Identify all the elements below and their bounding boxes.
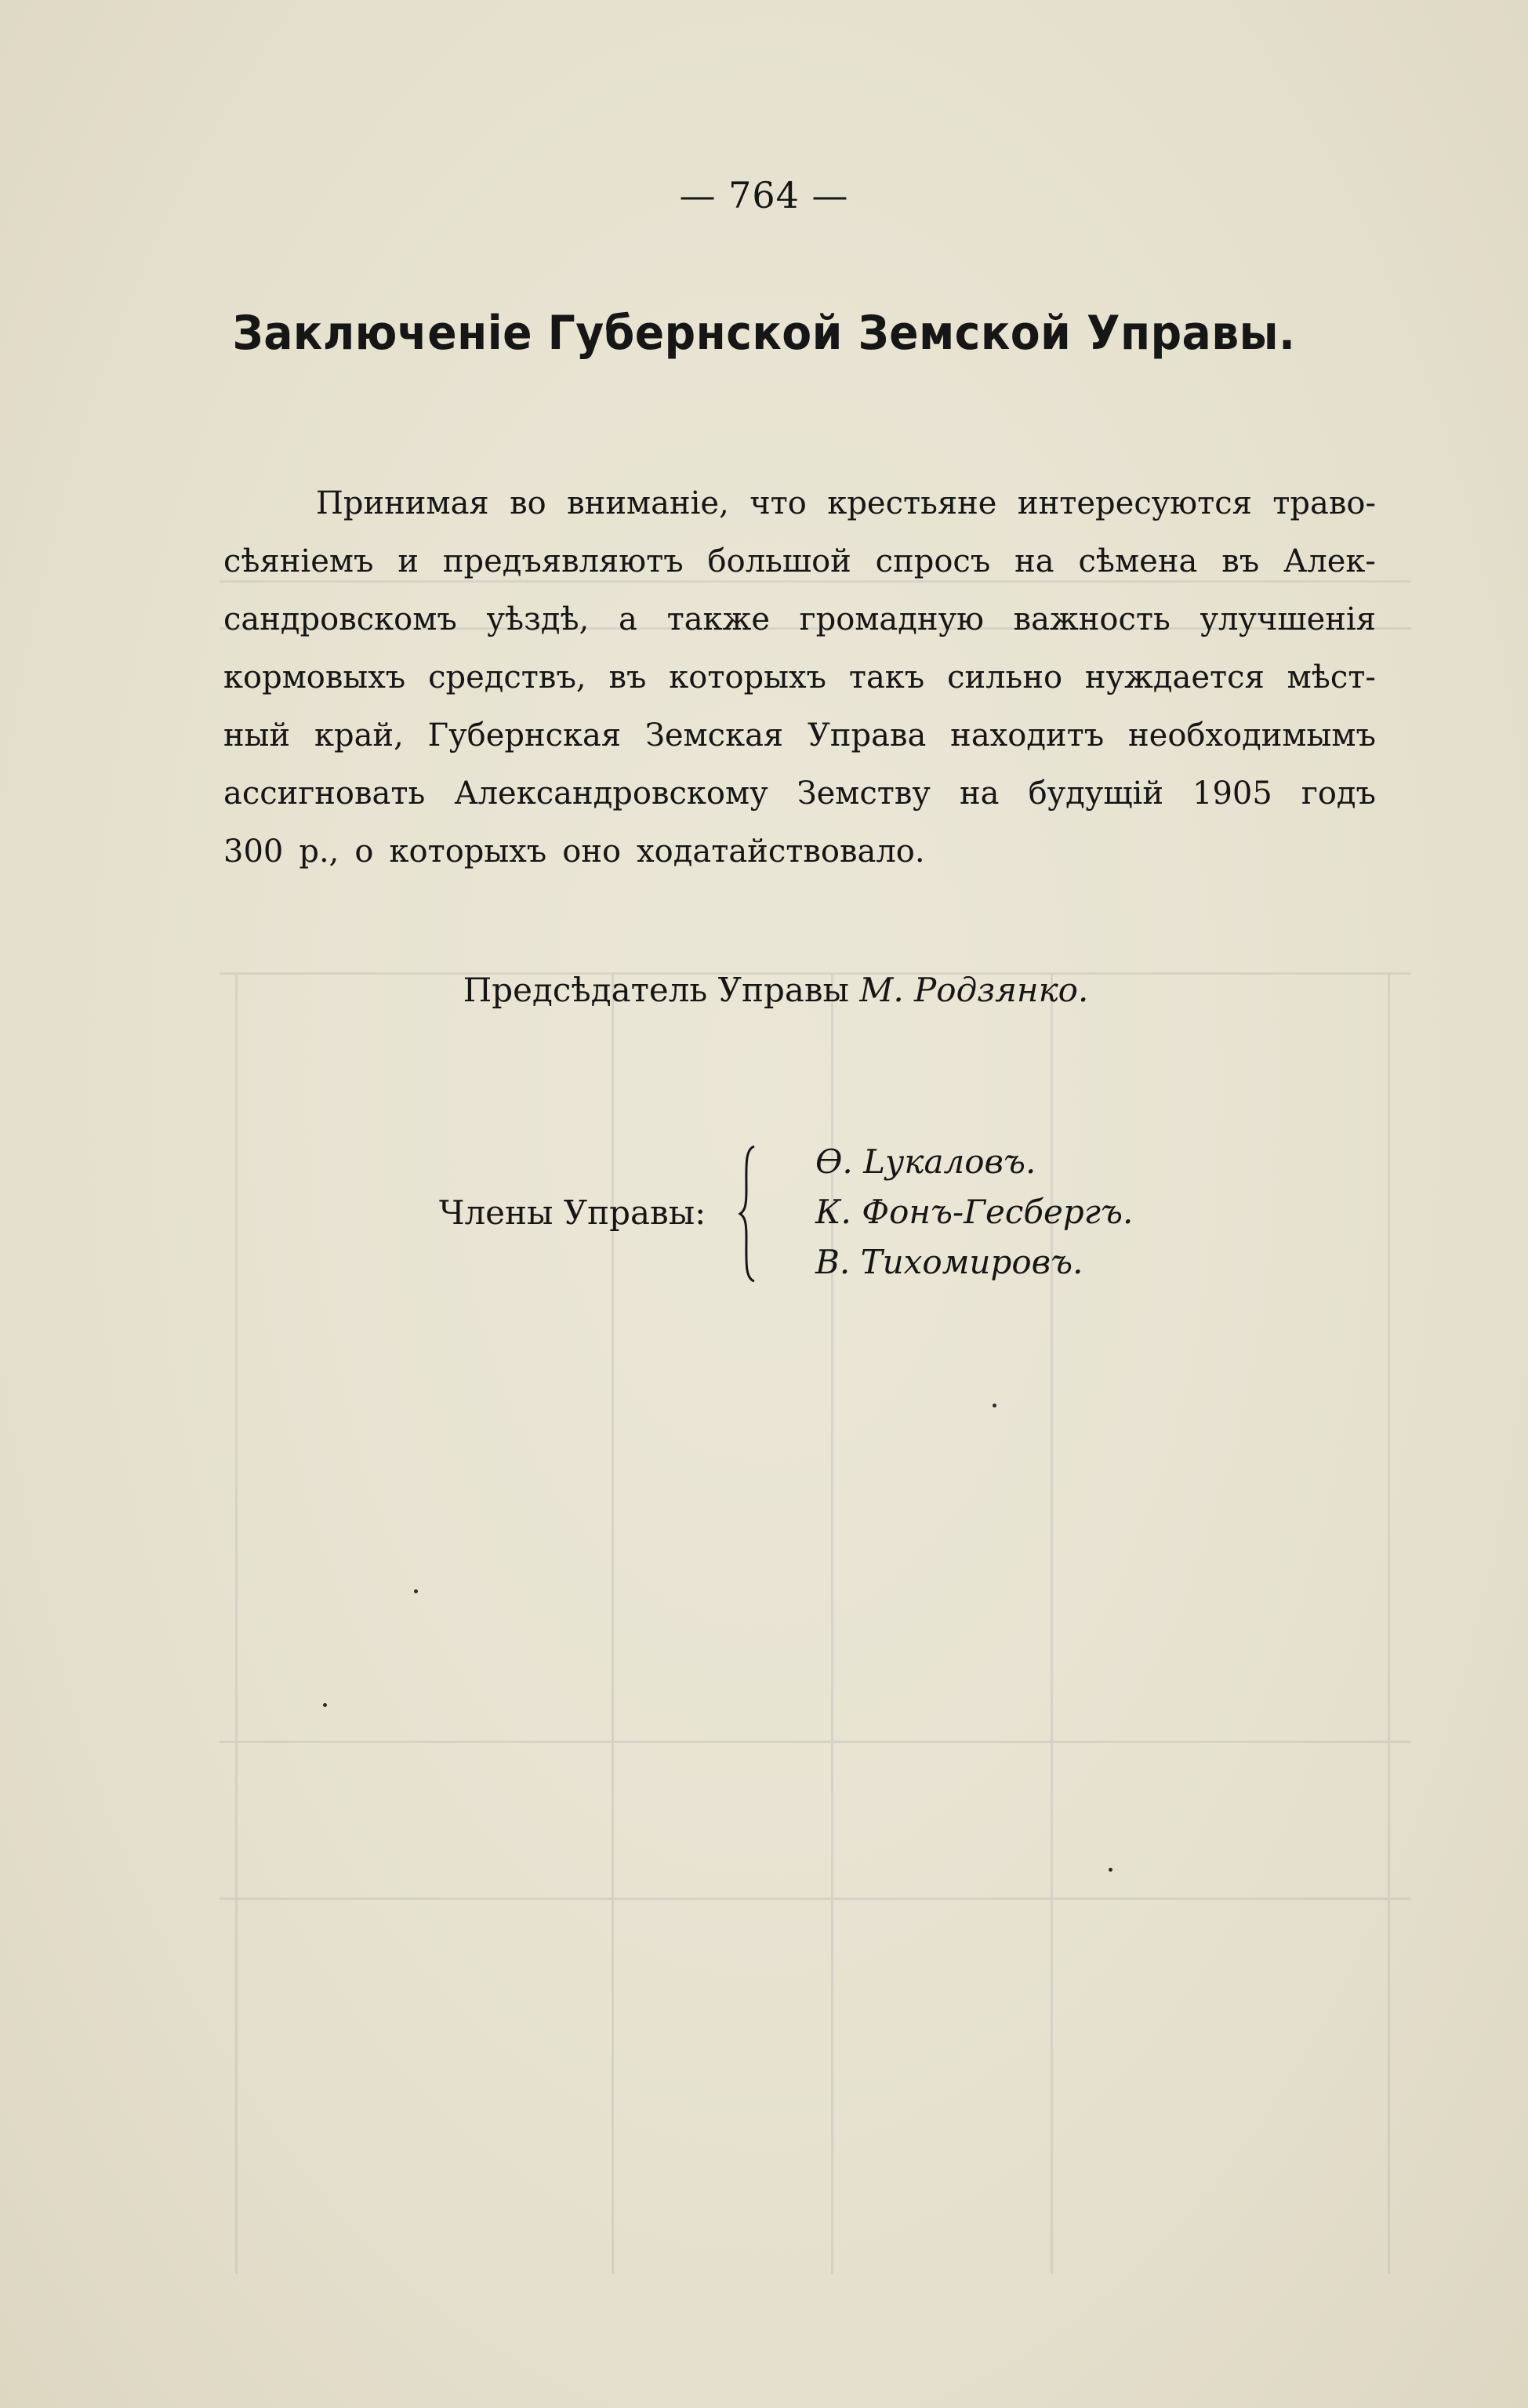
body-word: о (354, 834, 374, 870)
body-word: Александровскому (454, 775, 768, 812)
body-word: 1905 (1192, 775, 1272, 812)
body-word: крестьяне (827, 485, 997, 521)
paper-speck (323, 1703, 327, 1707)
body-line (223, 590, 1376, 648)
page-title: Заключеніе Губернской Земской Управы. (232, 306, 1296, 361)
body-word: Алек- (1283, 543, 1376, 579)
body-line (223, 474, 1376, 532)
body-word: кормовыхъ (223, 659, 406, 696)
body-word: будущій (1028, 775, 1163, 812)
body-word: уѣздѣ, (486, 601, 590, 637)
body-word: предъявляютъ (442, 543, 684, 579)
body-word: такъ (848, 659, 925, 696)
body-word: на (960, 775, 1000, 812)
body-word: средствъ, (428, 659, 586, 696)
body-word: что (749, 485, 807, 521)
body-word: сильно (947, 659, 1063, 696)
body-word: на (1014, 543, 1054, 579)
body-word: во (510, 485, 546, 521)
body-word: край, (314, 717, 404, 754)
body-word: въ (608, 659, 647, 696)
body-word: ный (223, 717, 291, 754)
body-word: громадную (799, 601, 984, 637)
members-list (815, 1137, 1133, 1288)
body-word: а (619, 601, 637, 637)
body-word: ходатайствовало. (637, 834, 925, 870)
body-paragraph (223, 474, 1376, 881)
body-word: 300 (223, 834, 284, 870)
body-word: въ (1221, 543, 1260, 579)
body-word: улучшенія (1200, 601, 1376, 637)
body-word: большой (707, 543, 851, 579)
body-word: нуждается (1084, 659, 1265, 696)
chairman-name: М. Родзянко. (859, 971, 1089, 1009)
body-line (223, 823, 1376, 881)
body-word: спросъ (875, 543, 991, 579)
member-name: В. Тихомировъ. (815, 1243, 1083, 1281)
body-word: Управа (807, 717, 927, 754)
member-name: Ѳ. Lукаловъ. (815, 1142, 1036, 1181)
body-word: которыхъ (669, 659, 826, 696)
paper-speck (414, 1589, 418, 1593)
body-word: сѣяніемъ (223, 543, 374, 579)
body-word: необходимымъ (1128, 717, 1376, 754)
body-word: оно (562, 834, 622, 870)
members-label: Члены Управы: (439, 1193, 706, 1232)
body-word: также (666, 601, 771, 637)
page-number: — 764 — (679, 174, 849, 216)
body-line (223, 765, 1376, 823)
body-word: сандровскомъ (223, 601, 457, 637)
body-word: мѣст- (1287, 659, 1376, 696)
body-word: находитъ (950, 717, 1105, 754)
body-word: Принимая (316, 485, 489, 521)
body-line (223, 532, 1376, 590)
body-word: которыхъ (389, 834, 547, 870)
paper-speck (1109, 1868, 1112, 1872)
body-word: Земская (644, 717, 784, 754)
body-word: годъ (1301, 775, 1376, 812)
body-word: вниманіе, (567, 485, 729, 521)
body-word: р., (299, 834, 339, 870)
body-word: Губернская (427, 717, 622, 754)
body-word: ассигновать (223, 775, 426, 812)
body-word: сѣмена (1078, 543, 1198, 579)
body-word: Земству (797, 775, 931, 812)
body-line (223, 706, 1376, 765)
chairman-signature (0, 971, 1528, 1009)
body-word: и (397, 543, 419, 579)
body-line (223, 648, 1376, 706)
chairman-label: Предсѣдатель Управы (463, 971, 849, 1009)
body-word: интересуются (1017, 485, 1252, 521)
paper-speck (993, 1404, 996, 1407)
body-word: траво- (1272, 485, 1376, 521)
member-name: К. Фонъ-Гесбергъ. (815, 1193, 1134, 1231)
curly-brace-icon (737, 1143, 760, 1284)
body-word: важность (1013, 601, 1170, 637)
